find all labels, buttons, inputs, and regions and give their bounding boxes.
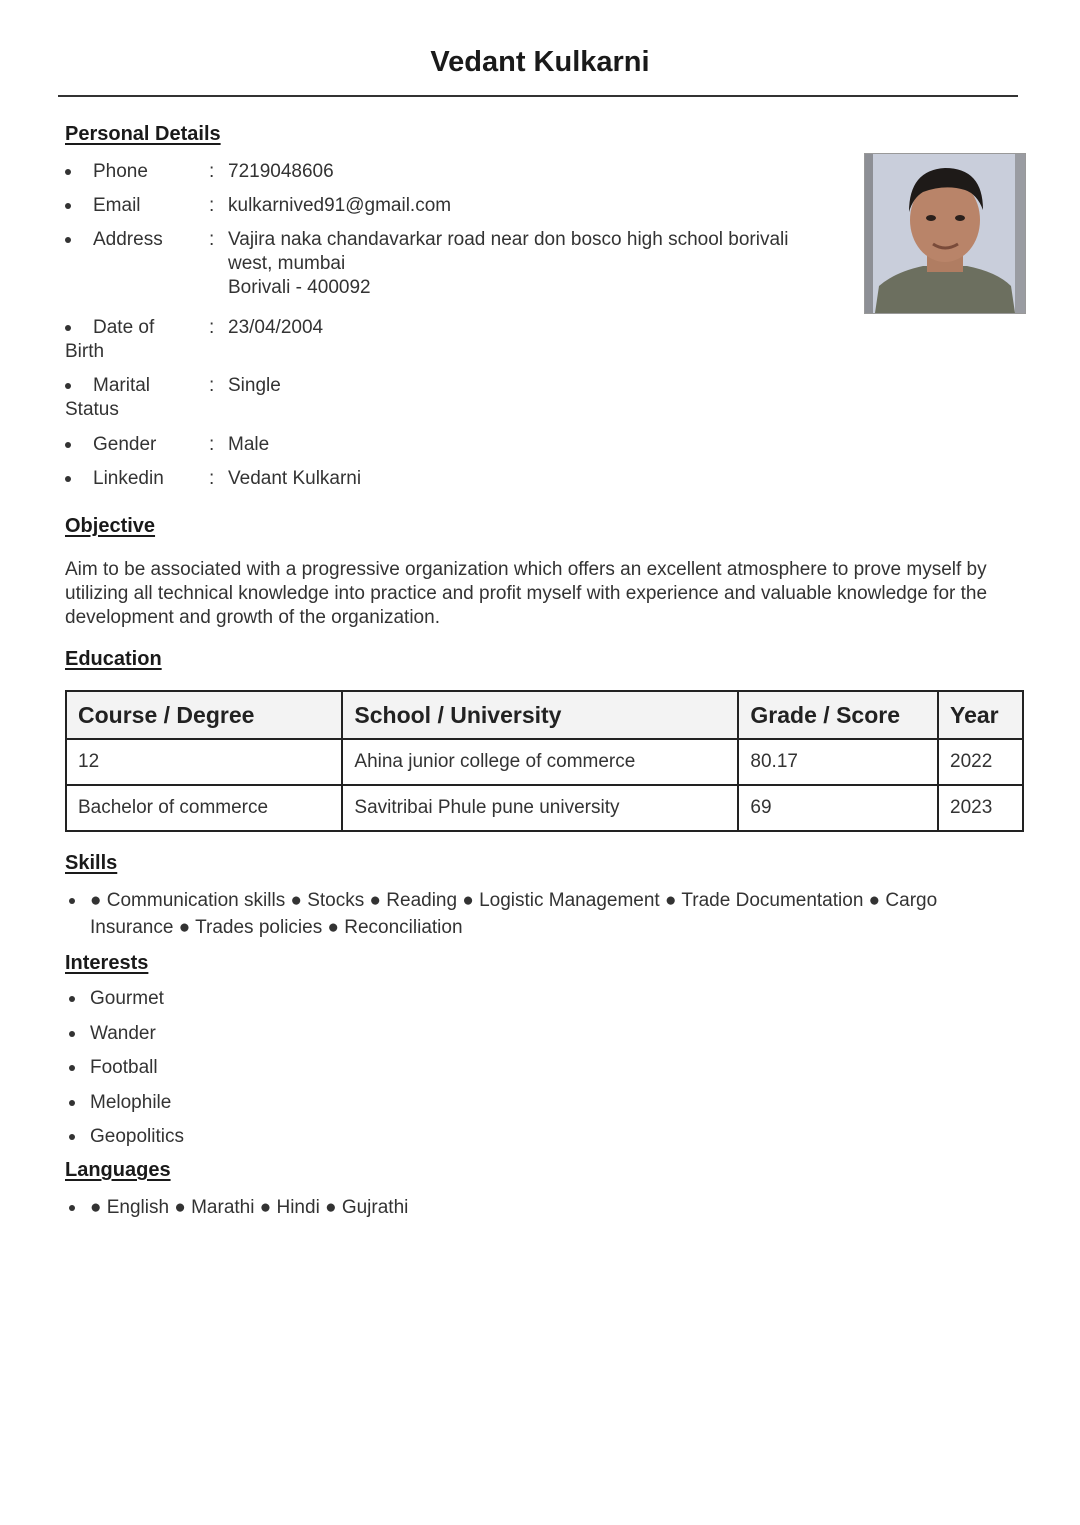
section-heading-skills: Skills [65,852,118,874]
table-cell: 12 [66,739,342,785]
dob-value: 23/04/2004 [228,317,324,338]
education-table [65,690,1024,832]
email-label: Email [93,195,141,216]
colon: : [209,161,215,182]
colon: : [209,317,215,338]
table-cell: 2022 [938,739,1023,785]
list-item: Wander [65,1020,1015,1047]
address-line-1: Vajira naka chandavarkar road near don bosco high school borivali [228,229,789,250]
linkedin-label: Linkedin [93,468,164,489]
list-item: Football [65,1054,1015,1081]
table-cell: 2023 [938,785,1023,831]
section-heading-personal: Personal Details [65,123,221,145]
list-item: ● English ● Marathi ● Hindi ● Gujrathi [65,1194,1015,1221]
column-header: Year [938,691,1023,739]
column-header: Grade / Score [738,691,938,739]
marital-label: Marital Status [65,375,151,420]
languages-list [65,1194,1015,1221]
colon: : [209,195,215,216]
table-row [66,739,1023,785]
colon: : [209,375,215,396]
section-heading-objective: Objective [65,515,156,537]
column-header: Course / Degree [66,691,342,739]
address-label: Address [93,229,163,250]
gender-value: Male [228,434,270,455]
table-cell: 69 [738,785,938,831]
table-cell: Ahina junior college of commerce [342,739,738,785]
phone-label: Phone [93,161,148,182]
section-heading-education: Education [65,648,162,670]
section-heading-languages: Languages [65,1159,171,1181]
profile-photo-illustration [865,154,1025,313]
candidate-name: Vedant Kulkarni [430,46,650,78]
linkedin-value: Vedant Kulkarni [228,468,362,489]
address-line-2: west, mumbai [228,253,346,274]
education-header-row [66,691,1023,739]
header-divider [58,95,1018,97]
skills-list [65,887,1015,941]
address-line-3: Borivali - 400092 [228,277,371,298]
address-value [228,228,838,300]
dob-label: Date of Birth [65,317,155,362]
list-item: Gourmet [65,985,1015,1012]
objective-text: Aim to be associated with a progressive organization which offers an excellent atmosphere to prove myself by utilizing all technical knowledge into practice and profit myself with experience and valuable knowledge for the development and growth of the organization. [65,559,988,628]
interests-list [65,985,1015,1158]
table-row [66,785,1023,831]
colon: : [209,434,215,455]
section-heading-interests: Interests [65,952,149,974]
column-header: School / University [342,691,738,739]
list-item: ● Communication skills ● Stocks ● Reading ● Logistic Management ● Trade Documentation ● Cargo Insurance ● Trades policies ● Reconciliation [65,887,1015,941]
phone-value: 7219048606 [228,161,334,182]
email-value: kulkarnived91@gmail.com [228,195,452,216]
list-item: Melophile [65,1089,1015,1116]
gender-label: Gender [93,434,157,455]
marital-value: Single [228,375,281,396]
table-cell: 80.17 [738,739,938,785]
profile-photo [864,153,1026,314]
colon: : [209,229,215,250]
colon: : [209,468,215,489]
table-cell: Bachelor of commerce [66,785,342,831]
list-item: Geopolitics [65,1123,1015,1150]
table-cell: Savitribai Phule pune university [342,785,738,831]
